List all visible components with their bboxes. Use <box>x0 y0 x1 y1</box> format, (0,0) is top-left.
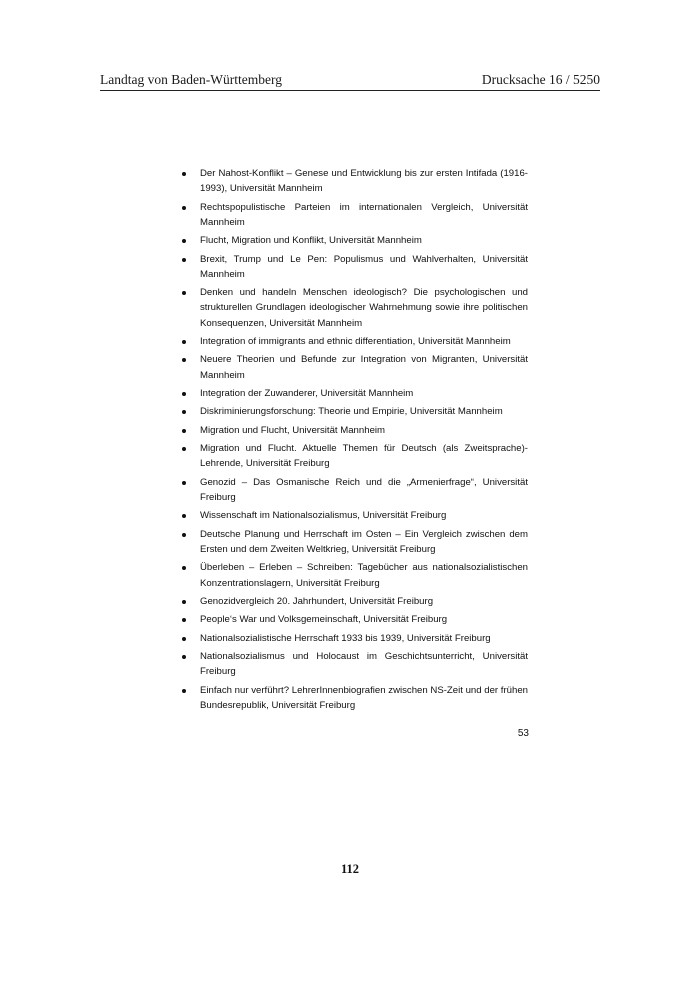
list-item <box>170 334 530 349</box>
list-item <box>170 612 530 627</box>
list-item <box>170 423 530 438</box>
list-item <box>170 404 530 419</box>
header-left-title: Landtag von Baden-Württemberg <box>100 72 282 87</box>
list-item-text: Wissenschaft im Nationalsozialismus, Universität Freiburg <box>200 510 447 522</box>
bullet-icon <box>182 689 186 693</box>
bullet-icon <box>182 566 186 570</box>
course-list <box>170 166 530 713</box>
list-item <box>170 441 530 471</box>
bullet-icon <box>182 172 186 176</box>
list-item-text: Nationalsozialistische Herrschaft 1933 bis 1939, Universität Freiburg <box>200 632 491 644</box>
list-item <box>170 594 530 609</box>
bullet-icon <box>182 291 186 295</box>
list-item-text: Migration und Flucht, Universität Mannheim <box>200 424 386 436</box>
bullet-icon <box>182 481 186 485</box>
bullet-icon <box>182 637 186 641</box>
list-item-text: People‘s War und Volksgemeinschaft, Universität Freiburg <box>200 614 448 626</box>
list-item-text: Nationalsozialismus und Holocaust im Geschichtsunterricht, Universität Freiburg <box>200 651 528 678</box>
bullet-icon <box>182 447 186 451</box>
list-item <box>170 631 530 646</box>
header-document-number: Drucksache 16 / 5250 <box>481 72 600 87</box>
list-item <box>170 527 530 557</box>
list-item <box>170 166 530 196</box>
bullet-icon <box>182 514 186 518</box>
bullet-icon <box>182 618 186 622</box>
page-number: 112 <box>340 862 360 876</box>
bullet-icon <box>182 258 186 262</box>
list-item-text: Integration of immigrants and ethnic differentiation, Universität Mannheim <box>200 335 511 347</box>
list-item <box>170 475 530 505</box>
list-item-text: Deutsche Planung und Herrschaft im Osten – Ein Vergleich zwischen dem Ersten und dem Zweiten Weltkrieg, Universität Freiburg <box>200 528 528 555</box>
list-item <box>170 200 530 230</box>
list-item <box>170 285 530 331</box>
bullet-icon <box>182 429 186 433</box>
page-header <box>100 68 600 91</box>
list-item-text: Denken und handeln Menschen ideologisch? Die psychologischen und strukturellen Grundlagen ideologischer Wahrnehmung sowie ihre politischen Konsequenzen, Universität Mannheim <box>200 287 528 329</box>
list-item-text: Überleben – Erleben – Schreiben: Tagebücher aus nationalsozialistischen Konzentrationslagern, Universität Freiburg <box>200 562 528 589</box>
bullet-icon <box>182 206 186 210</box>
list-item-text: Der Nahost-Konflikt – Genese und Entwicklung bis zur ersten Intifada (1916-1993), Universität Mannheim <box>200 168 528 195</box>
bullet-icon <box>182 358 186 362</box>
list-item <box>170 683 530 713</box>
list-item-text: Flucht, Migration und Konflikt, Universität Mannheim <box>200 235 422 247</box>
list-item-text: Einfach nur verführt? LehrerInnenbiografien zwischen NS-Zeit und der frühen Bundesrepublik, Universität Freiburg <box>200 684 528 711</box>
list-item-text: Brexit, Trump und Le Pen: Populismus und Wahlverhalten, Universität Mannheim <box>200 253 528 280</box>
bullet-icon <box>182 600 186 604</box>
list-item <box>170 233 530 248</box>
list-item <box>170 252 530 282</box>
list-item-text: Genozidvergleich 20. Jahrhundert, Universität Freiburg <box>200 595 434 607</box>
bullet-icon <box>182 239 186 243</box>
list-item <box>170 649 530 679</box>
bullet-icon <box>182 410 186 414</box>
list-item <box>170 386 530 401</box>
list-item <box>170 352 530 382</box>
list-item-text: Migration und Flucht. Aktuelle Themen für Deutsch (als Zweitsprache)-Lehrende, Universität Freiburg <box>200 443 528 470</box>
list-item-text: Rechtspopulistische Parteien im internationalen Vergleich, Universität Mannheim <box>200 201 528 228</box>
list-item <box>170 508 530 523</box>
list-item-text: Integration der Zuwanderer, Universität Mannheim <box>200 387 414 399</box>
bullet-icon <box>182 340 186 344</box>
bullet-icon <box>182 655 186 659</box>
list-item-text: Diskriminierungsforschung: Theorie und Empirie, Universität Mannheim <box>200 406 503 418</box>
bullet-icon <box>182 392 186 396</box>
list-item-text: Neuere Theorien und Befunde zur Integration von Migranten, Universität Mannheim <box>200 354 528 381</box>
bullet-icon <box>182 533 186 537</box>
course-list-section <box>170 166 530 716</box>
list-item-text: Genozid – Das Osmanische Reich und die „Armenierfrage“, Universität Freiburg <box>200 476 528 503</box>
inner-page-number: 53 <box>517 728 529 739</box>
list-item <box>170 560 530 590</box>
